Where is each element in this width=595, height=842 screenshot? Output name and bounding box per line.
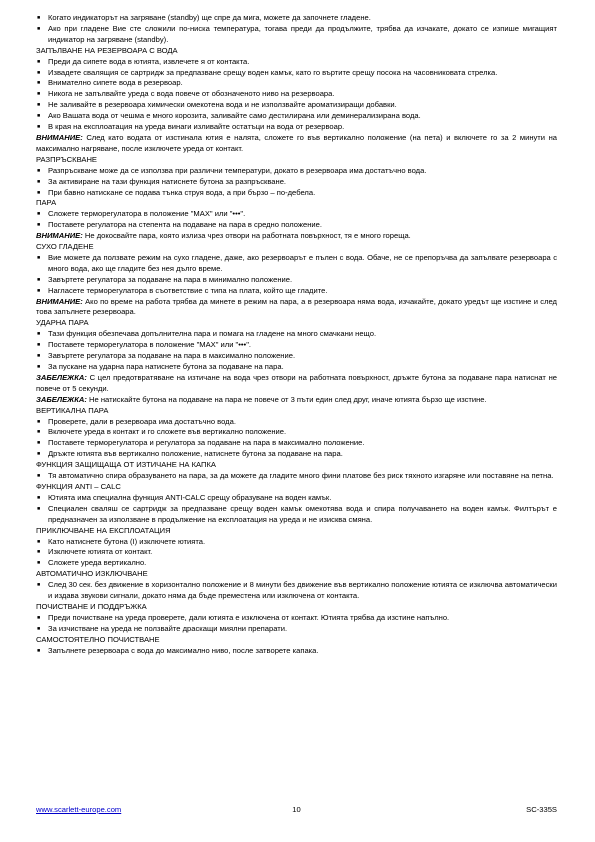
bullet-item: ■ В края на експлоатация на уреда винаги изливайте остатъци на вода от резервоар. [36,122,557,133]
note-paragraph [36,395,557,406]
bullet-item: ■ Тя автоматично спира образуването на пара, за да можете да гладите много фини платове без риск тяхното изгаряне или поставяне на петна. [36,471,557,482]
bullet-item: ■ Завъртете регулатора за подаване на пара в максимално положение. [36,351,557,362]
bullet-item: ■ Разпръскване може да се използва при различни температури, докато в резервоара има достатъчно вода. [36,166,557,177]
note-label: ВНИМАНИЕ: [36,231,83,241]
bullet-item: ■ Сложете терморегулатора в положение "MAX" или "•••". [36,209,557,220]
model-number: SC-335S [526,805,557,814]
bullet-item: ■ За активиране на тази функция натиснете бутона за разпръскване. [36,177,557,188]
bullet-item: ■ Никога не запълвайте уреда с вода повече от обозначеното ниво на резервоара. [36,89,557,100]
bullet-item: ■ Изключете ютията от контакт. [36,547,557,558]
note-label: ВНИМАНИЕ: [36,296,83,306]
note-text: Не натискайте бутона на подаване на пара не повече от 3 пъти един след друг, иначе ютията бързо ще изстине. [86,394,487,404]
section-heading: ПАРА [36,198,57,208]
bullet-item: ■ Вие можете да ползвате режим на сухо гладене, даже, ако резервоарът е пълен с вода. Обаче, не се препоръчва да запълвате резервоара с много вода, ако ще гладите без нея дълго време. [36,253,557,275]
section-heading: ПОЧИСТВАНЕ И ПОДДРЪЖКА [36,601,147,611]
bullet-item: ■ Поставете регулатора на степента на подаване на пара в средно положение. [36,220,557,231]
bullet-item: ■ При бавно натискане се подава тънка струя вода, а при бързо – по-дебела. [36,188,557,199]
bullet-item: ■ Като натиснете бутона (I) изключете ютията. [36,537,557,548]
bullet-item: ■ Ако Вашата вода от чешма е много корозита, заливайте само дестилирана или деминерализирана вода. [36,111,557,122]
bullet-item: ■ Поставете терморегулатора в положение "MAX" или "•••". [36,340,557,351]
bullet-item: ■ Извадете свалящия се сартридж за предпазване срещу воден камък, като го въртите срещу посока на часовниковата стрелка. [36,68,557,79]
bullet-item: ■ Дръжте ютията във вертикално положение, натиснете бутона за подаване на пара. [36,449,557,460]
section-heading: АВТОМАТИЧНО ИЗКЛЮЧВАНЕ [36,569,148,579]
section-heading: САМОСТОЯТЕЛНО ПОЧИСТВАНЕ [36,634,160,644]
section-heading: СУХО ГЛАДЕНЕ [36,242,94,252]
note-text: С цел предотвратяване на изтичане на вода чрез отвори на работната повърхност, дръжте бутона за подаване пара натиснат не повече от 5 секунди. [36,372,557,393]
website-link[interactable]: www.scarlett-europe.com [36,805,122,814]
note-text: Не докосвайте пара, която излиза чрез отвори на работната повърхност, тя е много гореща. [82,231,411,241]
section-heading: ЗАПЪЛВАНЕ НА РЕЗЕРВОАРА С ВОДА [36,45,178,55]
section-heading: ВЕРТИКАЛНА ПАРА [36,405,109,415]
note-label: ВНИМАНИЕ: [36,132,83,142]
bullet-item: ■ Тази функция обезпечава допълнителна пара и помага на гладене на много смачкани нещо. [36,329,557,340]
bullet-item: ■ Ако при гладене Вие сте сложили по-ниска температура, тогава преди да продължите, трябва да изчакате, докато се изпише мигащият индикатор на загряване (standby). [36,24,557,46]
note-label: ЗАБЕЛЕЖКА: [36,394,87,404]
section-heading: ПРИКЛЮЧВАНЕ НА ЕКСПЛОАТАЦИЯ [36,525,171,535]
note-paragraph [36,133,557,155]
bullet-item: ■ Включете уреда в контакт и го сложете във вертикално положение. [36,427,557,438]
bullet-item: ■ Не заливайте в резервоара химически омекотена вода и не използвайте ароматизиращи добавки. [36,100,557,111]
note-text: След като водата от изстинала ютия е налята, сложете го във вертикално положение (на пета) и включете го за 2 минути на максимално нагряване, после изключете уреда от контакт. [36,132,557,153]
note-paragraph [36,231,557,242]
bullet-item: ■ След 30 сек. без движение в хоризонтално положение и 8 минути без движение във вертикално положение ютията се изключва автоматически и издава звукови сигнали, докато няма да бъде преместена или изключена от контакта. [36,580,557,602]
bullet-item: ■ Специален сваляш се сартридж за предпазване срещу воден камък омекотява вода и спира получаването на воден камък. Филтърът е предназначен за използване в продължение на експлоатация на уреда и не изисква смяна. [36,504,557,526]
bullet-item: ■ Поставете терморегулатора и регулатора за подаване на пара в максимално положение. [36,438,557,449]
section-heading: РАЗПРЪСКВАНЕ [36,154,97,164]
bullet-item: ■ Ютията има специална функция ANTI-CALC срещу образуване на воден камък. [36,493,557,504]
bullet-item: ■ Внимателно сипете вода в резервоар. [36,78,557,89]
bullet-item: ■ Сложете уреда вертикално. [36,558,557,569]
bullet-item: ■ За пускане на ударна пара натиснете бутона за подаване на пара. [36,362,557,373]
document-body [36,13,557,656]
bullet-item: ■ Когато индикаторът на загряване (standby) ще спре да мига, можете да започнете гладене. [36,13,557,24]
bullet-item: ■ За изчистване на уреда не ползвайте драскащи миялни препарати. [36,624,557,635]
note-paragraph [36,297,557,319]
section-heading: ФУНКЦИЯ ЗАЩИЩАЩА ОТ ИЗТИЧАНЕ НА КАПКА [36,460,216,470]
bullet-item: ■ Нагласете терморегулатора в съответствие с типа на плата, който ще гладите. [36,286,557,297]
bullet-item: ■ Преди да сипете вода в ютията, извлечете я от контакта. [36,57,557,68]
bullet-item: ■ Проверете, дали в резервоара има достатъчно вода. [36,417,557,428]
page-number: 10 [292,805,301,814]
section-heading: ФУНКЦИЯ ANTI – CALC [36,481,121,491]
bullet-item: ■ Запълнете резервоара с вода до максимално ниво, после затворете капака. [36,646,557,657]
bullet-item: ■ Завъртете регулатора за подаване на пара в минимално положение. [36,275,557,286]
note-paragraph [36,373,557,395]
section-heading: УДАРНА ПАРА [36,318,89,328]
note-label: ЗАБЕЛЕЖКА: [36,372,87,382]
bullet-item: ■ Преди почистване на уреда проверете, дали ютията е изключена от контакт. Ютията трябва да изстине напълно. [36,613,557,624]
note-text: Ако по време на работа трябва да минете в режим на пара, а в резервоара няма вода, изчакайте, докато уредът ще изстине и след това запълнете резервоара. [36,296,557,317]
